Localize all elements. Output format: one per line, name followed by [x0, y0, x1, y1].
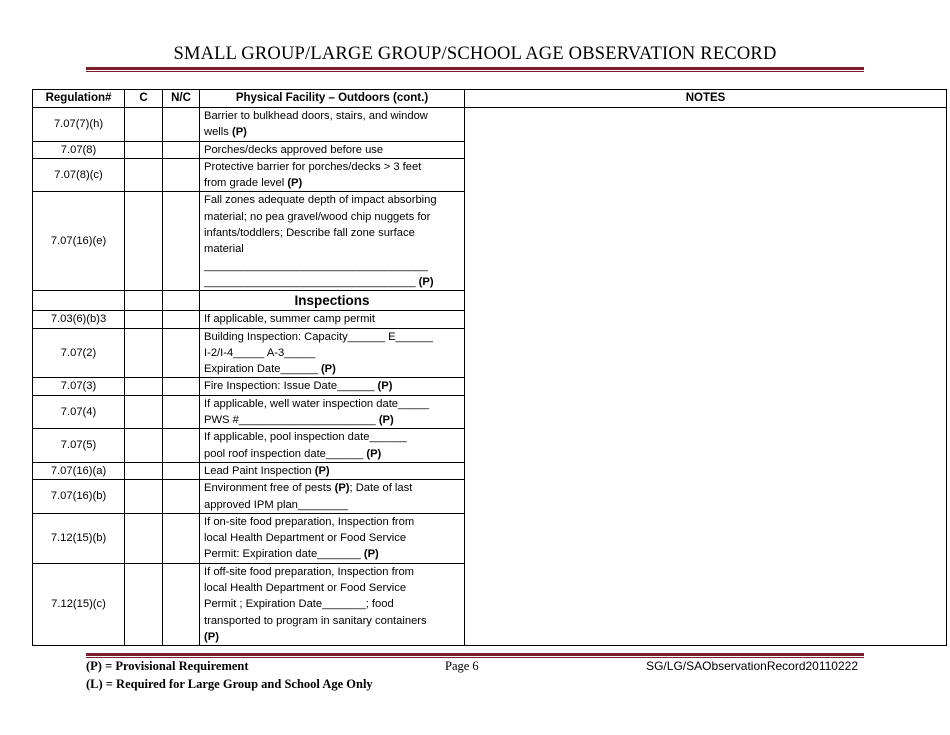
compliant-cell: [125, 291, 163, 311]
regulation-cell: 7.12(15)(b): [33, 513, 125, 563]
non-compliant-cell[interactable]: [163, 563, 200, 645]
table-header-row: [33, 90, 947, 108]
non-compliant-cell[interactable]: [163, 192, 200, 291]
requirement-cell: Fall zones adequate depth of impact absorbing material; no pea gravel/wood chip nuggets for infants/toddlers; Describe fall zone surface material ____________________________________ __________________________________ (P): [200, 192, 465, 291]
compliant-cell[interactable]: [125, 462, 163, 479]
footer-document-id: SG/LG/SAObservationRecord20110222: [646, 659, 858, 673]
requirement-cell: If on-site food preparation, Inspection from local Health Department or Food Service Permit: Expiration date_______ (P): [200, 513, 465, 563]
compliant-cell[interactable]: [125, 158, 163, 192]
footer-rule-thin: [86, 657, 864, 658]
compliant-cell[interactable]: [125, 378, 163, 395]
requirement-cell: If applicable, pool inspection date______ pool roof inspection date______ (P): [200, 429, 465, 463]
footer-page-number: Page 6: [445, 659, 479, 673]
non-compliant-cell[interactable]: [163, 480, 200, 514]
header-rule-thick: [86, 67, 864, 70]
regulation-cell: 7.07(16)(e): [33, 192, 125, 291]
non-compliant-cell[interactable]: [163, 311, 200, 328]
regulation-cell: 7.12(15)(c): [33, 563, 125, 645]
regulation-cell: 7.07(8): [33, 141, 125, 158]
compliant-cell[interactable]: [125, 513, 163, 563]
regulation-cell: 7.07(5): [33, 429, 125, 463]
compliant-cell[interactable]: [125, 328, 163, 378]
compliant-cell[interactable]: [125, 192, 163, 291]
footer-provisional-note: (P) = Provisional Requirement: [86, 659, 249, 673]
observation-table: [32, 89, 947, 646]
requirement-cell: If off-site food preparation, Inspection from local Health Department or Food Service Permit ; Expiration Date_______; food transported to program in sanitary containers (P): [200, 563, 465, 645]
header-rule-thin: [86, 71, 864, 72]
compliant-cell[interactable]: [125, 563, 163, 645]
notes-cell[interactable]: [465, 108, 947, 646]
non-compliant-cell[interactable]: [163, 429, 200, 463]
header-compliant: C: [125, 90, 163, 108]
footer-large-group-note: (L) = Required for Large Group and School Age Only: [86, 677, 373, 691]
regulation-cell: 7.07(8)(c): [33, 158, 125, 192]
requirement-cell: Environment free of pests (P); Date of last approved IPM plan________: [200, 480, 465, 514]
compliant-cell[interactable]: [125, 108, 163, 142]
requirement-cell: Barrier to bulkhead doors, stairs, and window wells (P): [200, 108, 465, 142]
non-compliant-cell[interactable]: [163, 378, 200, 395]
non-compliant-cell[interactable]: [163, 328, 200, 378]
compliant-cell[interactable]: [125, 429, 163, 463]
requirement-cell: Building Inspection: Capacity______ E______ I-2/I-4_____ A-3_____ Expiration Date______ (P): [200, 328, 465, 378]
non-compliant-cell[interactable]: [163, 141, 200, 158]
non-compliant-cell[interactable]: [163, 108, 200, 142]
header-notes: NOTES: [465, 90, 947, 108]
regulation-cell: 7.07(3): [33, 378, 125, 395]
page-title: SMALL GROUP/LARGE GROUP/SCHOOL AGE OBSERVATION RECORD: [173, 44, 777, 64]
non-compliant-cell[interactable]: [163, 513, 200, 563]
header-non-compliant: N/C: [163, 90, 200, 108]
section-heading: Inspections: [200, 291, 465, 311]
table-row: [33, 108, 947, 142]
regulation-cell: 7.07(7)(h): [33, 108, 125, 142]
requirement-cell: If applicable, well water inspection date_____ PWS #______________________ (P): [200, 395, 465, 429]
regulation-cell: 7.07(2): [33, 328, 125, 378]
requirement-cell: Fire Inspection: Issue Date______ (P): [200, 378, 465, 395]
regulation-cell: [33, 291, 125, 311]
requirement-cell: Porches/decks approved before use: [200, 141, 465, 158]
compliant-cell[interactable]: [125, 395, 163, 429]
compliant-cell[interactable]: [125, 141, 163, 158]
regulation-cell: 7.07(4): [33, 395, 125, 429]
regulation-cell: 7.07(16)(b): [33, 480, 125, 514]
non-compliant-cell[interactable]: [163, 158, 200, 192]
compliant-cell[interactable]: [125, 311, 163, 328]
non-compliant-cell: [163, 291, 200, 311]
header-regulation: Regulation#: [33, 90, 125, 108]
non-compliant-cell[interactable]: [163, 462, 200, 479]
regulation-cell: 7.03(6)(b)3: [33, 311, 125, 328]
requirement-cell: Lead Paint Inspection (P): [200, 462, 465, 479]
requirement-cell: Protective barrier for porches/decks > 3 feet from grade level (P): [200, 158, 465, 192]
header-facility: Physical Facility – Outdoors (cont.): [200, 90, 465, 108]
compliant-cell[interactable]: [125, 480, 163, 514]
non-compliant-cell[interactable]: [163, 395, 200, 429]
regulation-cell: 7.07(16)(a): [33, 462, 125, 479]
requirement-cell: If applicable, summer camp permit: [200, 311, 465, 328]
footer-rule-thick: [86, 653, 864, 656]
